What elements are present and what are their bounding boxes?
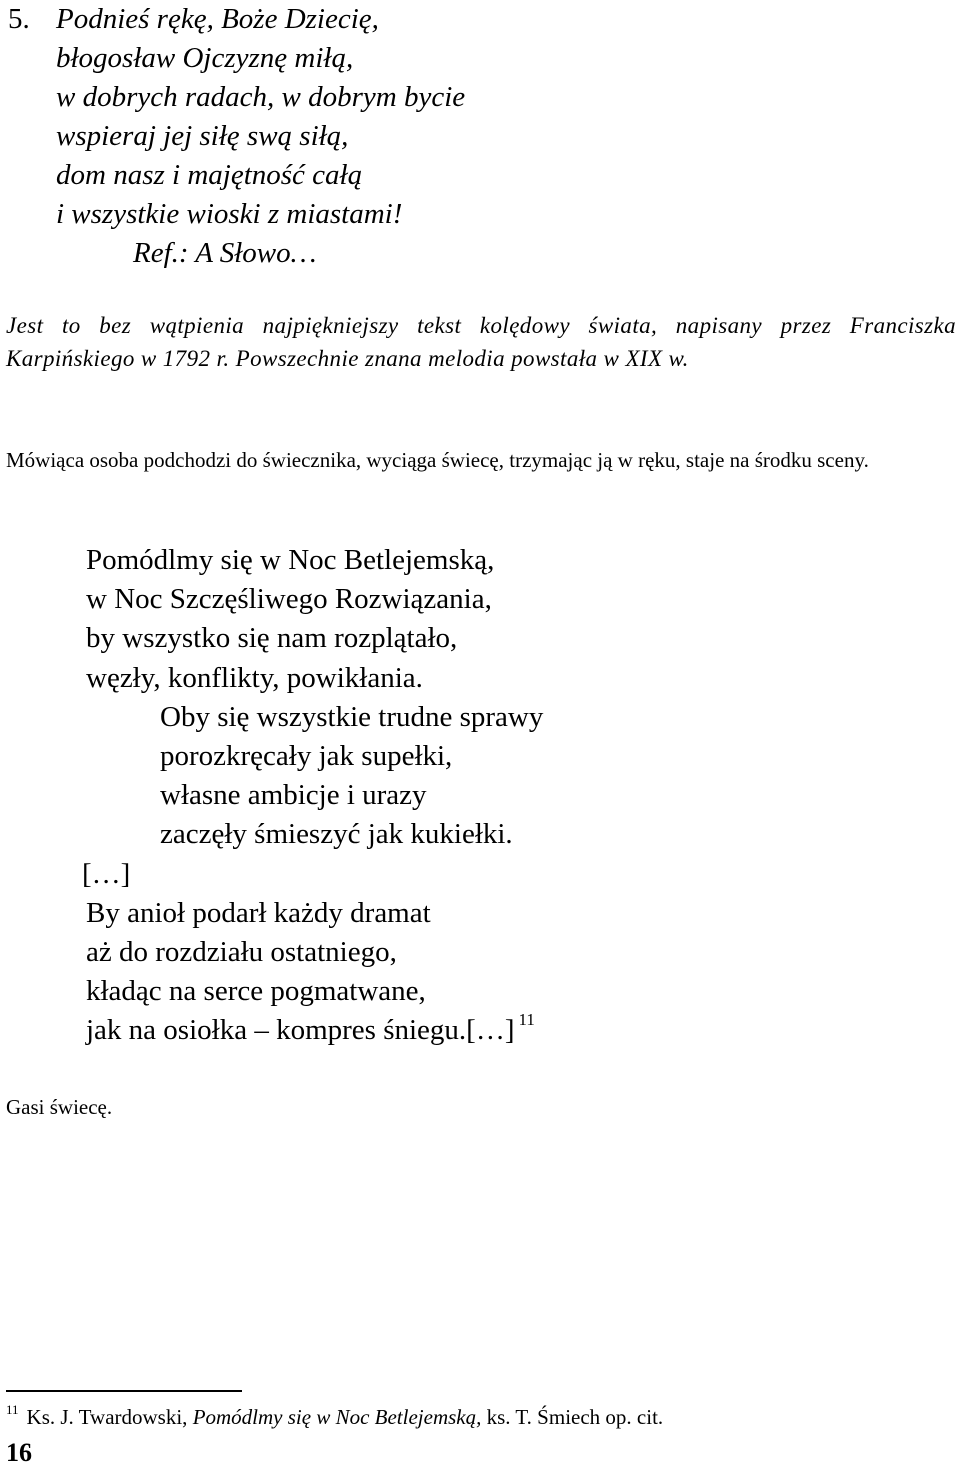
stanza-line: 5. Podnieś rękę, Boże Dziecię, <box>8 0 465 39</box>
stage-direction: Mówiąca osoba podchodzi do świecznika, wyciąga świecę, trzymając ją w ręku, staje na środku sceny. <box>6 448 869 472</box>
poem-line: by wszystko się nam rozplątało, <box>86 622 458 655</box>
stanza-line: dom nasz i majętność całą <box>56 159 363 191</box>
carol-stanza-5 <box>8 0 465 273</box>
stanza-refrain: Ref.: A Słowo… <box>133 237 317 269</box>
poem-line: jak na osiołka – kompres śniegu.[…] $^{11}$ <box>86 1010 535 1047</box>
stanza-line: w dobrych radach, w dobrym bycie <box>56 81 466 113</box>
page-number: 16 <box>6 1438 32 1467</box>
poem-line: aż do rozdziału ostatniego, <box>86 935 397 968</box>
stanza-number: 5. <box>8 3 30 35</box>
poem-line: w Noc Szczęśliwego Rozwiązania, <box>86 583 492 616</box>
poem-line: Pomódlmy się w Noc Betlejemską, <box>86 544 495 576</box>
stanza-line: wspieraj jej siłę swą siłą, <box>56 120 349 152</box>
poem-line: węzły, konflikty, powikłania. <box>86 661 423 694</box>
stanza-line: i wszystkie wioski z miastami! <box>56 198 403 230</box>
closing-stage-direction: Gasi świecę. <box>6 1095 113 1119</box>
footnote-number: 11 <box>6 1402 19 1417</box>
footnote-reference[interactable]: 11 <box>518 1010 535 1030</box>
poem-ellipsis: […] <box>82 857 131 890</box>
poem-line: kładąc na serce pogmatwane, <box>86 975 426 1008</box>
footnote-title: Pomódlmy się w Noc Betlejemską, <box>192 1405 482 1429</box>
poem-line: własne ambicje i urazy <box>160 779 427 812</box>
footnote-separator <box>6 1390 242 1392</box>
footnote <box>6 1402 663 1432</box>
poem-line: Oby się wszystkie trudne sprawy <box>160 700 544 733</box>
poem-line: zaczęły śmieszyć jak kukiełki. <box>160 818 513 851</box>
footnote-author: Ks. J. Twardowski, <box>26 1405 188 1429</box>
footnote-source: ks. T. Śmiech op. cit. <box>486 1405 664 1429</box>
poem-line: By anioł podarł każdy dramat <box>86 896 431 929</box>
stanza-line: błogosław Ojczyznę miłą, <box>56 42 354 74</box>
poem-line: porozkręcały jak supełki, <box>160 739 453 772</box>
commentary-paragraph: Jest to bez wątpienia najpiękniejszy tekst kolędowy świata, napisany przez Franciszka Karpińskiego w 1792 r. Powszechnie znana melodia powstała w XIX w. <box>6 313 956 371</box>
poem <box>82 541 544 1050</box>
